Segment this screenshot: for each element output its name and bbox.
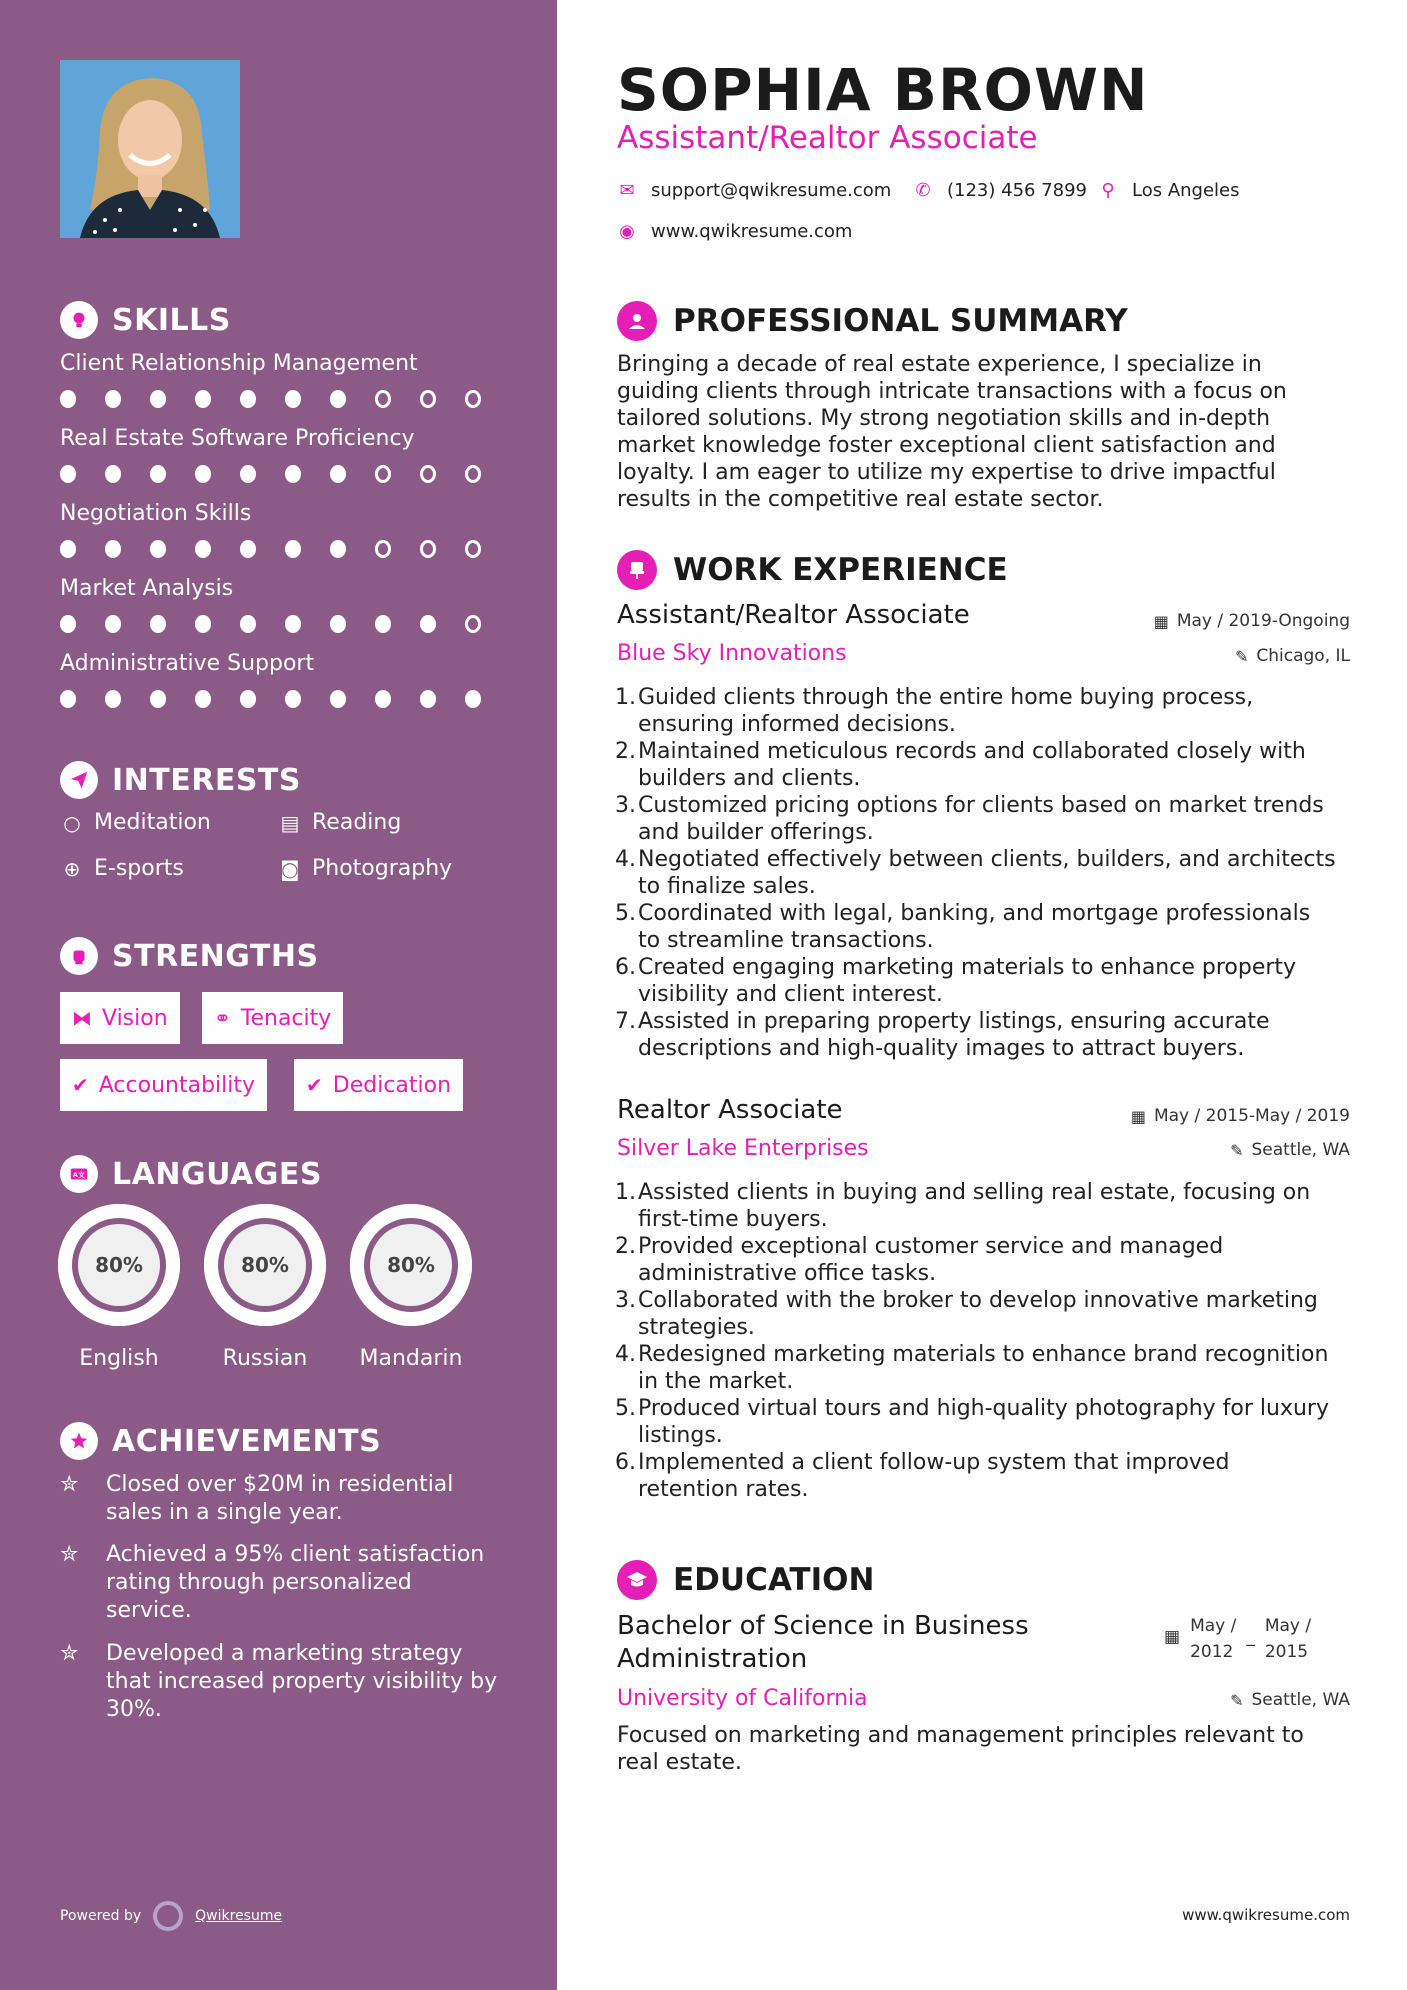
interest-reading bbox=[278, 810, 401, 835]
list-line: Maintained meticulous records and collaborated closely with bbox=[638, 739, 1306, 764]
rating-dot-filled bbox=[60, 540, 76, 558]
list-number: 4. bbox=[615, 1342, 636, 1367]
skill-label: Negotiation Skills bbox=[60, 501, 252, 526]
education-location bbox=[1230, 1690, 1350, 1710]
interests-heading bbox=[60, 761, 301, 799]
powered-by-text: Powered by bbox=[60, 1908, 142, 1924]
skill-label: Client Relationship Management bbox=[60, 351, 418, 376]
list-number: 5. bbox=[615, 901, 636, 926]
phone-icon: ✆ bbox=[915, 180, 931, 201]
list-line: to streamline transactions. bbox=[638, 928, 934, 953]
list-number: 1. bbox=[615, 1180, 636, 1205]
fist-icon bbox=[60, 937, 98, 975]
company-name: Blue Sky Innovations bbox=[617, 641, 847, 666]
rating-dot-filled bbox=[105, 465, 121, 483]
language-percent: 80% bbox=[224, 1224, 306, 1306]
rating-dot-filled bbox=[195, 540, 211, 558]
list-item bbox=[612, 900, 1372, 954]
rating-dot-empty bbox=[465, 390, 481, 408]
list-item bbox=[612, 1179, 1372, 1233]
language-name: English bbox=[79, 1346, 159, 1371]
list-item bbox=[612, 684, 1372, 738]
job-dates bbox=[1154, 611, 1350, 631]
strength-label: Dedication bbox=[332, 1072, 452, 1098]
language-name: Russian bbox=[222, 1346, 308, 1371]
list-line: and builder offerings. bbox=[638, 820, 874, 845]
list-text bbox=[638, 1008, 1269, 1062]
degree-line: Bachelor of Science in Business bbox=[617, 1611, 1029, 1641]
lightbulb-icon bbox=[60, 301, 98, 339]
list-line: strategies. bbox=[638, 1315, 755, 1340]
summary-line: tailored solutions. My strong negotiation skills and in-depth bbox=[617, 406, 1271, 431]
achievements-heading bbox=[60, 1422, 381, 1460]
list-number: 3. bbox=[615, 1288, 636, 1313]
rating-dot-filled bbox=[330, 465, 346, 483]
rating-dot-empty bbox=[420, 540, 436, 558]
list-line: Provided exceptional customer service and managed bbox=[638, 1234, 1224, 1259]
list-line: Collaborated with the broker to develop innovative marketing bbox=[638, 1288, 1318, 1313]
education-dates bbox=[1164, 1613, 1311, 1665]
degree-line: Administration bbox=[617, 1644, 808, 1674]
skill-item bbox=[60, 501, 510, 558]
rating-dot-filled bbox=[60, 390, 76, 408]
achievements-heading-text: ACHIEVEMENTS bbox=[112, 1423, 382, 1459]
rating-dot-filled bbox=[285, 540, 301, 558]
start-year: 2012 bbox=[1190, 1642, 1234, 1662]
list-number: 2. bbox=[615, 739, 636, 764]
list-number: 1. bbox=[615, 685, 636, 710]
list-line: Guided clients through the entire home buying process, bbox=[638, 685, 1254, 710]
footer-website[interactable]: www.qwikresume.com bbox=[1182, 1906, 1350, 1924]
rating-dot-filled bbox=[150, 615, 166, 633]
rating-dot-filled bbox=[240, 690, 256, 708]
interest-label: Reading bbox=[312, 810, 402, 835]
person-name: SOPHIA BROWN bbox=[617, 56, 1149, 124]
list-item bbox=[612, 1341, 1372, 1395]
rating-dot-filled bbox=[150, 690, 166, 708]
list-line: Assisted in preparing property listings, ensuring accurate bbox=[638, 1009, 1270, 1034]
skill-label: Administrative Support bbox=[60, 651, 315, 676]
user-icon bbox=[617, 301, 657, 341]
summary-line: market knowledge foster exceptional client satisfaction and bbox=[617, 433, 1276, 458]
rating-dot-empty bbox=[375, 540, 391, 558]
degree-title bbox=[617, 1610, 1029, 1676]
star-icon bbox=[60, 1422, 98, 1460]
list-line: Customized pricing options for clients based on market trends bbox=[638, 793, 1324, 818]
website-text: www.qwikresume.com bbox=[651, 221, 853, 242]
skill-rating bbox=[60, 540, 510, 558]
summary-line: guiding clients through intricate transactions with a focus on bbox=[617, 379, 1287, 404]
phone-text: (123) 456 7899 bbox=[947, 180, 1088, 201]
list-item bbox=[612, 1287, 1372, 1341]
list-number: 2. bbox=[615, 1234, 636, 1259]
pin-icon: ✎ bbox=[1234, 646, 1249, 666]
rating-dot-filled bbox=[150, 465, 166, 483]
interest-label: Meditation bbox=[94, 810, 211, 835]
main-content bbox=[557, 0, 1407, 1990]
strengths-heading bbox=[60, 937, 319, 975]
pin-icon: ✎ bbox=[1230, 1690, 1244, 1710]
contact-website[interactable] bbox=[617, 221, 852, 242]
list-text bbox=[638, 684, 1253, 738]
strengths-heading-text: STRENGTHS bbox=[112, 938, 319, 974]
achievement-text: Developed a marketing strategy that increased property visibility by 30%. bbox=[106, 1641, 498, 1722]
rating-dot-empty bbox=[375, 465, 391, 483]
rating-dot-filled bbox=[105, 390, 121, 408]
start-month: May / bbox=[1190, 1616, 1237, 1636]
calendar-icon: ▦ bbox=[1164, 1627, 1181, 1647]
language-progress-ring bbox=[204, 1204, 326, 1326]
skill-item bbox=[60, 651, 510, 708]
gamepad-icon: ⊕ bbox=[63, 856, 81, 881]
interest-meditation bbox=[60, 810, 211, 835]
rating-dot-filled bbox=[105, 615, 121, 633]
skill-rating bbox=[60, 615, 510, 633]
strength-label: Tenacity bbox=[240, 1005, 332, 1031]
language-item bbox=[204, 1204, 326, 1371]
rating-dot-empty bbox=[420, 465, 436, 483]
list-item bbox=[612, 738, 1372, 792]
description-line: real estate. bbox=[617, 1750, 742, 1775]
globe-icon: ◉ bbox=[619, 221, 635, 242]
interest-photography bbox=[278, 856, 452, 881]
education-heading bbox=[617, 1560, 874, 1600]
book-icon: ▤ bbox=[280, 810, 300, 835]
rating-dot-empty bbox=[465, 615, 481, 633]
job-bullets bbox=[612, 1179, 1372, 1503]
list-text bbox=[638, 1233, 1223, 1287]
achievement-item bbox=[60, 1640, 500, 1724]
strength-accountability bbox=[60, 1059, 267, 1111]
rating-dot-filled bbox=[420, 690, 436, 708]
list-text bbox=[638, 846, 1336, 900]
language-percent: 80% bbox=[370, 1224, 452, 1306]
rating-dot-filled bbox=[60, 465, 76, 483]
list-line: to finalize sales. bbox=[638, 874, 816, 899]
sidebar bbox=[0, 0, 557, 1990]
school-name: University of California bbox=[617, 1686, 868, 1711]
list-line: descriptions and high-quality images to attract buyers. bbox=[638, 1036, 1245, 1061]
languages-heading bbox=[60, 1155, 322, 1193]
job-title: Assistant/Realtor Associate bbox=[617, 600, 970, 630]
list-text bbox=[638, 738, 1306, 792]
skill-label: Real Estate Software Proficiency bbox=[60, 426, 415, 451]
list-number: 7. bbox=[615, 1009, 636, 1034]
calendar-icon: ▦ bbox=[1153, 611, 1169, 631]
map-pin-icon: ⚲ bbox=[1101, 180, 1115, 201]
check-circle-icon: ✔ bbox=[306, 1073, 323, 1097]
interests-heading-text: INTERESTS bbox=[112, 762, 301, 798]
star-icon: ✮ bbox=[60, 1641, 79, 1666]
rating-dot-filled bbox=[285, 465, 301, 483]
job-bullets bbox=[612, 684, 1372, 1062]
rating-dot-filled bbox=[150, 540, 166, 558]
rating-dot-filled bbox=[195, 465, 211, 483]
job-title: Realtor Associate bbox=[617, 1095, 843, 1125]
skill-item bbox=[60, 351, 510, 408]
strength-label: Accountability bbox=[98, 1072, 256, 1098]
summary-line: loyalty. I am eager to utilize my expertise to drive impactful bbox=[617, 460, 1276, 485]
date-separator: _ bbox=[1246, 1627, 1255, 1647]
achievement-item bbox=[60, 1541, 500, 1625]
rating-dot-filled bbox=[105, 540, 121, 558]
list-line: in the market. bbox=[638, 1369, 794, 1394]
strength-tenacity bbox=[202, 992, 343, 1044]
list-line: visibility and client interest. bbox=[638, 982, 943, 1007]
achievement-item bbox=[60, 1471, 500, 1527]
language-progress-ring bbox=[350, 1204, 472, 1326]
list-text bbox=[638, 792, 1324, 846]
list-text bbox=[638, 1287, 1318, 1341]
star-icon: ✮ bbox=[60, 1542, 79, 1567]
interest-esports bbox=[60, 856, 184, 881]
skills-heading bbox=[60, 301, 231, 339]
calendar-icon: ▦ bbox=[1130, 1106, 1146, 1126]
rating-dot-filled bbox=[285, 690, 301, 708]
location-text: Seattle, WA bbox=[1251, 1140, 1350, 1160]
brand-link[interactable]: Qwikresume bbox=[195, 1908, 283, 1924]
experience-heading bbox=[617, 550, 1008, 590]
skill-rating bbox=[60, 465, 510, 483]
skill-label: Market Analysis bbox=[60, 576, 234, 601]
interest-label: Photography bbox=[312, 856, 453, 881]
list-line: first-time buyers. bbox=[638, 1207, 828, 1232]
skill-rating bbox=[60, 390, 510, 408]
location-text: Los Angeles bbox=[1132, 180, 1240, 201]
languages-heading-text: LANGUAGES bbox=[112, 1156, 322, 1192]
list-text bbox=[638, 1179, 1310, 1233]
rating-dot-filled bbox=[420, 615, 436, 633]
list-line: Implemented a client follow-up system that improved bbox=[638, 1450, 1230, 1475]
job-location bbox=[1230, 1140, 1350, 1160]
rating-dot-filled bbox=[330, 390, 346, 408]
rating-dot-empty bbox=[465, 465, 481, 483]
company-name: Silver Lake Enterprises bbox=[617, 1136, 869, 1161]
list-text bbox=[638, 954, 1296, 1008]
job-location bbox=[1235, 646, 1350, 666]
list-line: administrative office tasks. bbox=[638, 1261, 937, 1286]
contact-phone bbox=[913, 180, 1087, 201]
rating-dot-filled bbox=[240, 540, 256, 558]
rating-dot-filled bbox=[465, 690, 481, 708]
achievement-text: Closed over $20M in residential sales in a single year. bbox=[106, 1472, 454, 1525]
rating-dot-filled bbox=[60, 615, 76, 633]
check-circle-icon: ✔ bbox=[72, 1073, 89, 1097]
list-line: builders and clients. bbox=[638, 766, 861, 791]
link-icon: ⚭ bbox=[214, 1006, 231, 1030]
list-line: Assisted clients in buying and selling real estate, focusing on bbox=[638, 1180, 1311, 1205]
education-heading-text: EDUCATION bbox=[673, 1562, 875, 1598]
list-line: listings. bbox=[638, 1423, 723, 1448]
strength-label: Vision bbox=[102, 1005, 168, 1031]
rating-dot-filled bbox=[240, 465, 256, 483]
list-item bbox=[612, 1233, 1372, 1287]
list-number: 4. bbox=[615, 847, 636, 872]
rating-dot-filled bbox=[195, 390, 211, 408]
rating-dot-empty bbox=[465, 540, 481, 558]
list-text bbox=[638, 1395, 1329, 1449]
dates-text: May / 2015-May / 2019 bbox=[1153, 1106, 1350, 1126]
list-item bbox=[612, 792, 1372, 846]
contact-email[interactable] bbox=[617, 180, 891, 201]
rating-dot-filled bbox=[285, 615, 301, 633]
paper-plane-icon bbox=[60, 761, 98, 799]
email-text: support@qwikresume.com bbox=[651, 180, 892, 201]
list-line: Redesigned marketing materials to enhance brand recognition bbox=[638, 1342, 1329, 1367]
language-icon bbox=[60, 1155, 98, 1193]
star-icon: ✮ bbox=[60, 1472, 79, 1497]
list-text bbox=[638, 1449, 1229, 1503]
end-month: May / bbox=[1264, 1616, 1312, 1636]
graduation-cap-icon bbox=[617, 1560, 657, 1600]
svg-text:A文: A文 bbox=[72, 1170, 86, 1179]
skill-item bbox=[60, 576, 510, 633]
rating-dot-filled bbox=[330, 690, 346, 708]
list-text bbox=[638, 900, 1310, 954]
rating-dot-filled bbox=[105, 690, 121, 708]
rating-dot-filled bbox=[285, 390, 301, 408]
location-text: Seattle, WA bbox=[1251, 1690, 1350, 1710]
rating-dot-filled bbox=[195, 615, 211, 633]
list-line: retention rates. bbox=[638, 1477, 809, 1502]
skill-rating bbox=[60, 690, 510, 708]
summary-paragraph bbox=[617, 351, 1357, 513]
rating-dot-filled bbox=[60, 690, 76, 708]
qwikresume-logo-icon bbox=[153, 1901, 183, 1931]
person-title: Assistant/Realtor Associate bbox=[617, 120, 1038, 156]
skill-item bbox=[60, 426, 510, 483]
language-percent: 80% bbox=[78, 1224, 160, 1306]
camera-icon: ◙ bbox=[280, 856, 300, 881]
profile-photo bbox=[60, 60, 240, 238]
contact-location bbox=[1098, 180, 1240, 201]
binoculars-icon: ⧓ bbox=[72, 1006, 92, 1030]
end-year: 2015 bbox=[1264, 1642, 1309, 1662]
skills-heading-text: SKILLS bbox=[112, 302, 231, 338]
list-line: Negotiated effectively between clients, builders, and architects bbox=[638, 847, 1336, 872]
list-line: ensuring informed decisions. bbox=[638, 712, 956, 737]
interest-label: E-sports bbox=[94, 856, 184, 881]
job-dates bbox=[1131, 1106, 1350, 1126]
list-item bbox=[612, 954, 1372, 1008]
pin-icon: ✎ bbox=[1230, 1140, 1244, 1160]
experience-heading-text: WORK EXPERIENCE bbox=[673, 552, 1008, 588]
list-line: Coordinated with legal, banking, and mortgage professionals bbox=[638, 901, 1311, 926]
summary-line: results in the competitive real estate sector. bbox=[617, 487, 1104, 512]
list-item bbox=[612, 846, 1372, 900]
education-end bbox=[1265, 1613, 1311, 1665]
rating-dot-filled bbox=[330, 615, 346, 633]
strength-vision bbox=[60, 992, 180, 1044]
education-description bbox=[617, 1722, 1357, 1776]
rating-dot-filled bbox=[240, 615, 256, 633]
list-item bbox=[612, 1395, 1372, 1449]
description-line: Focused on marketing and management principles relevant to bbox=[617, 1723, 1304, 1748]
strength-dedication bbox=[294, 1059, 463, 1111]
list-item bbox=[612, 1008, 1372, 1062]
list-number: 5. bbox=[615, 1396, 636, 1421]
circle-icon: ○ bbox=[63, 810, 81, 835]
list-text bbox=[638, 1341, 1328, 1395]
summary-heading-text: PROFESSIONAL SUMMARY bbox=[673, 303, 1128, 339]
envelope-icon: ✉ bbox=[619, 180, 635, 201]
list-number: 6. bbox=[615, 1450, 636, 1475]
chair-icon bbox=[617, 550, 657, 590]
language-item bbox=[350, 1204, 472, 1371]
rating-dot-filled bbox=[330, 540, 346, 558]
powered-by bbox=[60, 1901, 282, 1931]
rating-dot-filled bbox=[375, 615, 391, 633]
list-line: Produced virtual tours and high-quality photography for luxury bbox=[638, 1396, 1329, 1421]
dates-text: May / 2019-Ongoing bbox=[1176, 611, 1350, 631]
list-number: 3. bbox=[615, 793, 636, 818]
rating-dot-empty bbox=[375, 390, 391, 408]
list-item bbox=[612, 1449, 1372, 1503]
education-start bbox=[1190, 1613, 1236, 1665]
language-name: Mandarin bbox=[359, 1346, 463, 1371]
rating-dot-filled bbox=[240, 390, 256, 408]
rating-dot-filled bbox=[375, 690, 391, 708]
location-text: Chicago, IL bbox=[1256, 646, 1350, 666]
language-progress-ring bbox=[58, 1204, 180, 1326]
rating-dot-filled bbox=[150, 390, 166, 408]
language-item bbox=[58, 1204, 180, 1371]
achievement-text: Achieved a 95% client satisfaction rating through personalized service. bbox=[106, 1542, 485, 1623]
summary-line: Bringing a decade of real estate experience, I specialize in bbox=[617, 352, 1262, 377]
summary-heading bbox=[617, 301, 1128, 341]
list-number: 6. bbox=[615, 955, 636, 980]
list-line: Created engaging marketing materials to enhance property bbox=[638, 955, 1297, 980]
rating-dot-empty bbox=[420, 390, 436, 408]
rating-dot-filled bbox=[195, 690, 211, 708]
